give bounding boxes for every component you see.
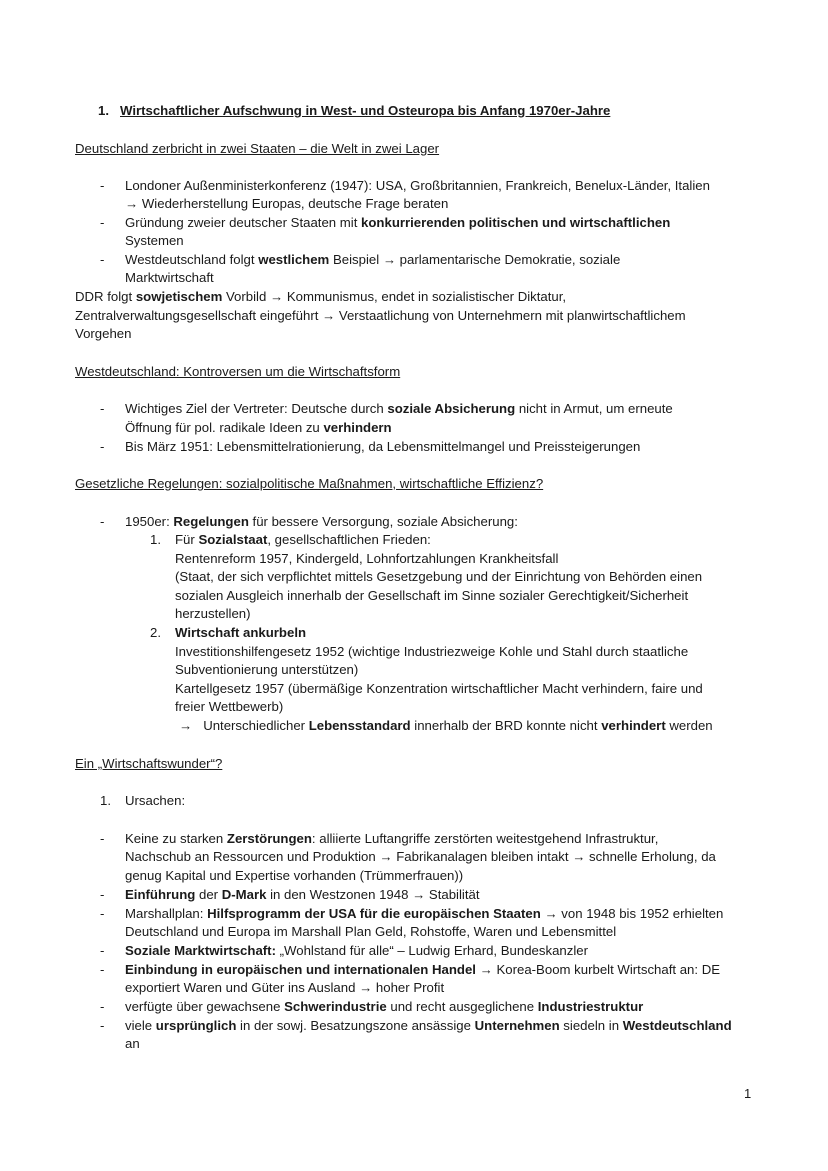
text-line: Systemen	[125, 233, 184, 248]
text-line: Subventionierung unterstützen)	[175, 662, 359, 677]
text-line: Soziale Marktwirtschaft: „Wohlstand für alle“ – Ludwig Erhard, Bundeskanzler	[125, 943, 588, 958]
section-heading-2: Westdeutschland: Kontroversen um die Wirtschaftsform	[75, 364, 401, 379]
text-line: Wichtiges Ziel der Vertreter: Deutsche durch soziale Absicherung nicht in Armut, um erneute	[125, 401, 673, 416]
text-line: an	[125, 1036, 140, 1051]
text-line: Bis März 1951: Lebensmittelrationierung, da Lebensmittelmangel und Preissteigerungen	[125, 439, 641, 454]
arrow-icon: →	[479, 962, 493, 977]
list-number: 1.	[150, 532, 161, 547]
bullet-dash: -	[100, 178, 105, 193]
text-line: Marktwirtschaft	[125, 270, 214, 285]
text-line: freier Wettbewerb)	[175, 699, 284, 714]
arrow-icon: →	[382, 252, 396, 267]
arrow-icon: →	[544, 906, 558, 921]
bullet-dash: -	[100, 962, 105, 977]
text-line: Investitionshilfengesetz 1952 (wichtige Industriezweige Kohle und Stahl durch staatliche	[175, 644, 689, 659]
text-line: Zentralverwaltungsgesellschaft eingeführt → Verstaatlichung von Unternehmern mit planwirtschaftlichem	[75, 308, 686, 323]
title-text: Wirtschaftlicher Aufschwung in West- und Osteuropa bis Anfang 1970er-Jahre	[120, 103, 611, 118]
text-line: herzustellen)	[175, 606, 251, 621]
text-line: Öffnung für pol. radikale Ideen zu verhindern	[125, 420, 392, 435]
text-line: Deutschland und Europa im Marshall Plan Geld, Rohstoffe, Waren und Lebensmittel	[125, 924, 617, 939]
bullet-dash: -	[100, 887, 105, 902]
bullet-dash: -	[100, 215, 105, 230]
text-line: → Wiederherstellung Europas, deutsche Frage beraten	[125, 196, 449, 211]
text-line: Rentenreform 1957, Kindergeld, Lohnfortzahlungen Krankheitsfall	[175, 551, 559, 566]
text-line: Kartellgesetz 1957 (übermäßige Konzentration wirtschaftlicher Macht verhindern, faire und	[175, 681, 703, 696]
text-line: exportiert Waren und Güter ins Ausland → hoher Profit	[125, 980, 445, 995]
text-line: verfügte über gewachsene Schwerindustrie und recht ausgeglichene Industriestruktur	[125, 999, 644, 1014]
arrow-icon: →	[412, 887, 426, 902]
bullet-dash: -	[100, 401, 105, 416]
text-line: Keine zu starken Zerstörungen: alliierte Luftangriffe zerstörten weitestgehend Infrastruktur,	[125, 831, 659, 846]
text-line: Marshallplan: Hilfsprogramm der USA für die europäischen Staaten → von 1948 bis 1952 erhielten	[125, 906, 724, 921]
bullet-dash: -	[100, 439, 105, 454]
bullet-dash: -	[100, 999, 105, 1014]
arrow-icon: →	[125, 196, 139, 211]
list-number: 1.	[100, 793, 111, 808]
text-line: Wirtschaft ankurbeln	[175, 625, 307, 640]
text-line: Für Sozialstaat, gesellschaftlichen Frieden:	[175, 532, 431, 547]
arrow-icon: →	[179, 718, 193, 733]
bullet-dash: -	[100, 831, 105, 846]
bullet-dash: -	[100, 1018, 105, 1033]
text-line: Westdeutschland folgt westlichem Beispiel → parlamentarische Demokratie, soziale	[125, 252, 621, 267]
text-line: Ursachen:	[125, 793, 186, 808]
text-line: Einbindung in europäischen und internationalen Handel → Korea-Boom kurbelt Wirtschaft an: DE	[125, 962, 721, 977]
text-line: Vorgehen	[75, 326, 132, 341]
text-line: Gründung zweier deutscher Staaten mit konkurrierenden politischen und wirtschaftlichen	[125, 215, 671, 230]
text-line: Nachschub an Ressourcen und Produktion → Fabrikanalagen bleiben intakt → schnelle Erholung, da	[125, 849, 716, 864]
text-line: Einführung der D-Mark in den Westzonen 1948 → Stabilität	[125, 887, 480, 902]
text-line: DDR folgt sowjetischem Vorbild → Kommunismus, endet in sozialistischer Diktatur,	[75, 289, 567, 304]
section-heading-1: Deutschland zerbricht in zwei Staaten – die Welt in zwei Lager	[75, 141, 440, 156]
list-number: 2.	[150, 625, 161, 640]
bullet-dash: -	[100, 906, 105, 921]
section-heading-3: Gesetzliche Regelungen: sozialpolitische Maßnahmen, wirtschaftliche Effizienz?	[75, 476, 544, 491]
arrow-icon: →	[359, 980, 373, 995]
text-line: genug Kapital und Expertise vorhanden (Trümmerfrauen))	[125, 868, 464, 883]
arrow-icon: →	[572, 849, 586, 864]
text-line: (Staat, der sich verpflichtet mittels Gesetzgebung und der Einrichtung von Behörden einen	[175, 569, 703, 584]
section-heading-4: Ein „Wirtschaftswunder“?	[75, 756, 223, 771]
text-line: → Unterschiedlicher Lebensstandard innerhalb der BRD konnte nicht verhindert werden	[179, 718, 713, 733]
text-line: viele ursprünglich in der sowj. Besatzungszone ansässige Unternehmen siedeln in Westdeutschland	[125, 1018, 732, 1033]
arrow-icon: →	[322, 308, 336, 323]
text-line: sozialen Ausgleich innerhalb der Gesellschaft im Sinne sozialer Gerechtigkeit/Sicherheit	[175, 588, 689, 603]
text-line: 1950er: Regelungen für bessere Versorgung, soziale Absicherung:	[125, 514, 518, 529]
arrow-icon: →	[379, 849, 393, 864]
bullet-dash: -	[100, 252, 105, 267]
bullet-dash: -	[100, 514, 105, 529]
text-line: Londoner Außenministerkonferenz (1947): USA, Großbritannien, Frankreich, Benelux-Länder, Italien	[125, 178, 710, 193]
bullet-dash: -	[100, 943, 105, 958]
document-title	[98, 102, 610, 120]
arrow-icon: →	[269, 289, 284, 304]
page-number: 1	[744, 1086, 752, 1101]
title-number: 1.	[98, 103, 109, 118]
